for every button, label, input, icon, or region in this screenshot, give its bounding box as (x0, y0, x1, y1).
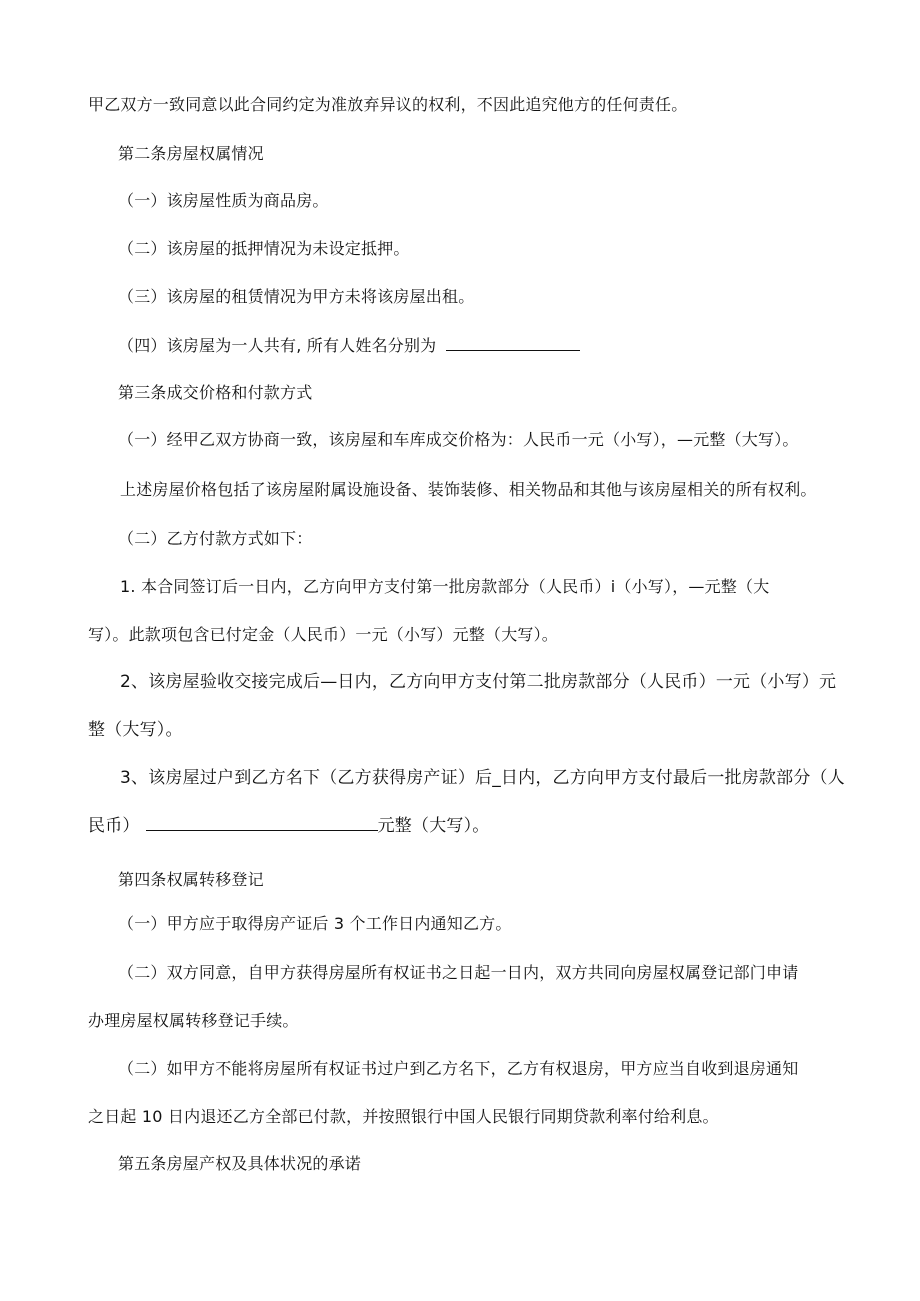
text-line: 甲乙双方一致同意以此合同约定为准放弃异议的权利，不因此追究他方的任何责任。 (88, 95, 688, 114)
text-segment: （四）该房屋为一人共有, 所有人姓名分别为 (118, 336, 437, 355)
text-line: 写）。此款项包含已付定金（人民币）一元（小写）元整（大写）。 (88, 625, 559, 644)
text-line: 整（大写）。 (88, 720, 183, 740)
section-heading: 第五条房屋产权及具体状况的承诺 (118, 1154, 362, 1173)
text-line: 1. 本合同签订后一日内，乙方向甲方支付第一批房款部分（人民币）i（小写），—元整（大 (120, 577, 770, 596)
text-line: 办理房屋权属转移登记手续。 (88, 1011, 299, 1030)
text-line: （一）该房屋性质为商品房。 (118, 191, 329, 210)
section-heading: 第四条权属转移登记 (118, 870, 264, 889)
text-line: 上述房屋价格包括了该房屋附属设施设备、装饰装修、相关物品和其他与该房屋相关的所有权利。 (120, 480, 817, 499)
section-heading: 第三条成交价格和付款方式 (118, 383, 313, 402)
text-segment: 民币） (88, 816, 140, 836)
text-line: （二）乙方付款方式如下： (118, 529, 313, 548)
text-line: （三）该房屋的租赁情况为甲方未将该房屋出租。 (118, 287, 475, 306)
text-line: （二）双方同意，自甲方获得房屋所有权证书之日起一日内，双方共同向房屋权属登记部门申请 (118, 963, 799, 982)
text-line: （二）该房屋的抵押情况为未设定抵押。 (118, 239, 410, 258)
text-line: （一）经甲乙双方协商一致，该房屋和车库成交价格为：人民币一元（小写），—元整（大写）。 (118, 430, 799, 449)
fill-in-blank (146, 816, 378, 831)
text-line: 之日起 10 日内退还乙方全部已付款，并按照银行中国人民银行同期贷款利率付给利息。 (88, 1107, 719, 1126)
text-line: （二）如甲方不能将房屋所有权证书过户到乙方名下，乙方有权退房，甲方应当自收到退房通知 (118, 1059, 799, 1078)
text-segment: 元整（大写）。 (377, 816, 490, 836)
fill-in-blank (446, 336, 580, 351)
section-heading: 第二条房屋权属情况 (118, 144, 264, 163)
text-line: （一）甲方应于取得房产证后 3 个工作日内通知乙方。 (118, 914, 512, 933)
text-line: 3、该房屋过户到乙方名下（乙方获得房产证）后_日内，乙方向甲方支付最后一批房款部分（人 (120, 768, 845, 788)
text-line: 2、该房屋验收交接完成后—日内，乙方向甲方支付第二批房款部分（人民币）一元（小写）元 (120, 672, 837, 692)
text-line (118, 335, 580, 357)
text-line (88, 815, 490, 837)
